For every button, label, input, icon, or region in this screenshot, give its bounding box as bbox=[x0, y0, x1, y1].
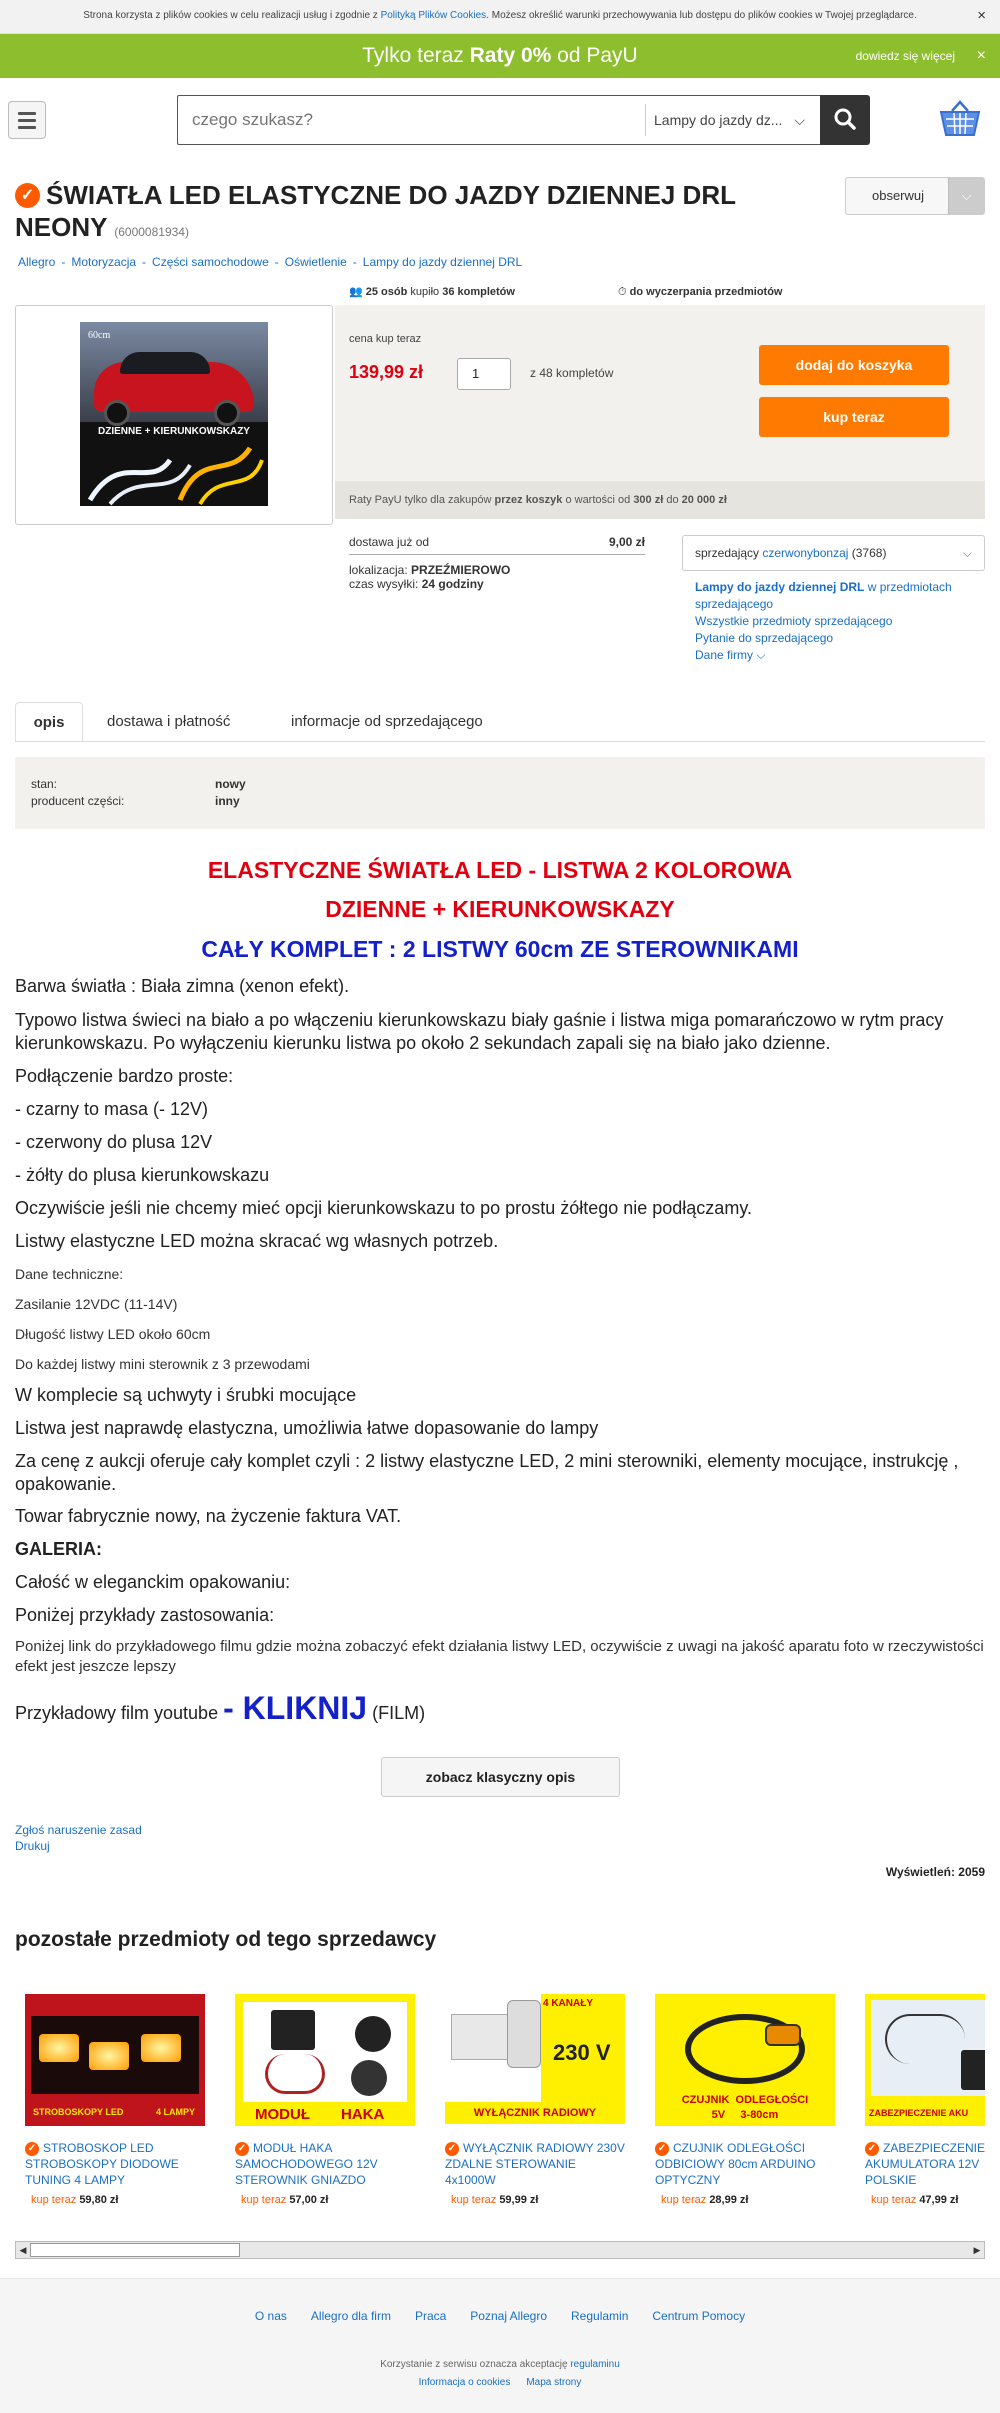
gallery-heading: GALERIA: bbox=[15, 1539, 102, 1559]
promo-more-link[interactable]: dowiedz się więcej bbox=[855, 49, 955, 63]
buy-box bbox=[335, 305, 985, 481]
product-image[interactable] bbox=[80, 322, 268, 506]
promo-text-b: od PayU bbox=[551, 44, 638, 67]
print-link[interactable]: Drukuj bbox=[15, 1839, 50, 1853]
terms-link[interactable]: regulaminu bbox=[570, 2359, 620, 2370]
item-price-label: kup teraz bbox=[661, 2194, 707, 2206]
desc-small: Do każdej listwy mini sterownik z 3 przewodami bbox=[15, 1356, 310, 1372]
desc-paragraph: - żółty do plusa kierunkowskazu bbox=[15, 1165, 270, 1185]
promo-banner bbox=[0, 34, 1000, 78]
seller-category-bold: Lampy do jazdy dziennej DRL bbox=[695, 580, 865, 594]
sitemap-link[interactable]: Mapa strony bbox=[526, 2377, 582, 2388]
item-price-label: kup teraz bbox=[871, 2194, 917, 2206]
parameters-table bbox=[15, 757, 985, 829]
promo-text-bold: Raty 0% bbox=[469, 44, 552, 67]
item-image-text: MODUŁ bbox=[255, 2106, 310, 2123]
breadcrumb bbox=[18, 255, 522, 269]
price: 139,99 zł bbox=[349, 362, 424, 382]
buy-now-button[interactable]: kup teraz bbox=[759, 397, 949, 437]
verified-check-icon: ✓ bbox=[15, 183, 40, 208]
buyers-count: 25 osób bbox=[365, 286, 408, 298]
people-icon: 👥 bbox=[349, 286, 363, 298]
chevron-down-icon: ⌵ bbox=[962, 546, 972, 560]
desc-small: Dane techniczne: bbox=[15, 1266, 124, 1282]
breadcrumb-item[interactable]: Oświetlenie bbox=[284, 255, 347, 269]
verified-check-icon: ✓ bbox=[445, 2142, 459, 2156]
item-image-text: HAKA bbox=[341, 2106, 385, 2123]
company-data-link[interactable]: Dane firmy ⌵ bbox=[695, 648, 766, 662]
item-image-text: 5V 3-80cm bbox=[711, 2109, 779, 2121]
seller-box[interactable] bbox=[682, 535, 985, 571]
desc-paragraph: - czerwony do plusa 12V bbox=[15, 1132, 213, 1152]
search-input[interactable] bbox=[178, 96, 643, 144]
item-card[interactable] bbox=[15, 1987, 211, 2215]
param-key: producent części: bbox=[31, 794, 125, 808]
item-card[interactable] bbox=[225, 1987, 421, 2215]
verified-check-icon: ✓ bbox=[865, 2142, 879, 2156]
item-image-text: 4 KANAŁY bbox=[543, 1998, 594, 2009]
footer-link[interactable]: O nas bbox=[254, 2309, 287, 2323]
param-key: stan: bbox=[31, 777, 58, 791]
search-button[interactable] bbox=[820, 95, 870, 145]
item-price bbox=[871, 2194, 958, 2206]
chevron-down-icon: ⌵ bbox=[794, 112, 805, 128]
breadcrumb-separator: - bbox=[61, 255, 66, 269]
item-card[interactable] bbox=[435, 1987, 631, 2215]
item-price bbox=[241, 2194, 328, 2206]
payu-c: o wartości od bbox=[562, 494, 634, 506]
desc-paragraph: - czarny to masa (- 12V) bbox=[15, 1099, 209, 1119]
quantity-input[interactable]: 1 bbox=[457, 358, 511, 390]
desc-paragraph: Typowo listwa świeci na biało a po włączeniu kierunkowskazu biały gaśnie i listwa miga pomarańczowo w rytm pracy kierunkowskazu. Po wyłączeniu kierunku listwa po około 2 sekundach zapali się na biało jako dzienne. bbox=[15, 1010, 944, 1053]
tab-delivery[interactable]: dostawa i płatność bbox=[107, 713, 231, 730]
footer-link[interactable]: Poznaj Allegro bbox=[470, 2309, 548, 2323]
desc-heading: CAŁY KOMPLET : 2 LISTWY 60cm ZE STEROWNIKAMI bbox=[201, 936, 799, 962]
desc-small: Długość listwy LED około 60cm bbox=[15, 1326, 211, 1342]
delivery-row[interactable] bbox=[349, 535, 645, 555]
cookies-info-link[interactable]: Informacja o cookies bbox=[418, 2377, 511, 2388]
desc-paragraph: Całość w eleganckim opakowaniu: bbox=[15, 1572, 291, 1592]
footer-link[interactable]: Praca bbox=[414, 2309, 447, 2323]
image-caption: DZIENNE + KIERUNKOWSKAZY bbox=[98, 426, 250, 437]
search-icon bbox=[820, 95, 870, 145]
desc-heading: ELASTYCZNE ŚWIATŁA LED - LISTWA 2 KOLOROWA bbox=[207, 857, 793, 883]
desc-paragraph: Towar fabrycznie nowy, na życzenie faktura VAT. bbox=[15, 1506, 402, 1526]
item-image-text: STROBOSKOPY LED bbox=[33, 2107, 124, 2117]
item-name[interactable]: MODUŁ HAKA SAMOCHODOWEGO 12V STEROWNIK GNIAZDO bbox=[235, 2141, 378, 2187]
seller-label: sprzedający bbox=[695, 546, 763, 560]
item-image[interactable] bbox=[235, 1994, 415, 2126]
breadcrumb-separator: - bbox=[352, 255, 357, 269]
breadcrumb-item[interactable]: Lampy do jazdy dziennej DRL bbox=[362, 255, 523, 269]
item-name[interactable]: WYŁĄCZNIK RADIOWY 230V ZDALNE STEROWANIE 4x1000W bbox=[445, 2141, 625, 2187]
seller-all-items-link[interactable]: Wszystkie przedmioty sprzedającego bbox=[695, 614, 893, 628]
desc-paragraph: Poniżej przykłady zastosowania: bbox=[15, 1605, 275, 1625]
item-price-label: kup teraz bbox=[31, 2194, 77, 2206]
item-image-text: 4 LAMPY bbox=[155, 2107, 195, 2117]
footer-link[interactable]: Regulamin bbox=[571, 2309, 629, 2323]
footer-link[interactable]: Centrum Pomocy bbox=[652, 2309, 746, 2323]
desc-paragraph: Listwa jest naprawdę elastyczna, umożliwia łatwe dopasowanie do lampy bbox=[15, 1418, 599, 1438]
tabs bbox=[15, 702, 985, 742]
other-items-title: pozostałe przedmioty od tego sprzedawcy bbox=[15, 1928, 437, 1951]
payu-e: do bbox=[663, 494, 682, 506]
item-card[interactable] bbox=[855, 1987, 985, 2215]
film-text-end: (FILM) bbox=[367, 1703, 426, 1723]
item-name[interactable]: STROBOSKOP LED STROBOSKOPY DIODOWE TUNING 4 LAMPY bbox=[25, 2141, 179, 2187]
item-price-value: 47,99 zł bbox=[919, 2194, 959, 2206]
footer-bottom-links bbox=[0, 2377, 1000, 2388]
item-price-value: 59,80 zł bbox=[79, 2194, 119, 2206]
item-price-value: 57,00 zł bbox=[289, 2194, 329, 2206]
verified-check-icon: ✓ bbox=[235, 2142, 249, 2156]
desc-paragraph: Listwy elastyczne LED można skracać wg własnych potrzeb. bbox=[15, 1231, 499, 1251]
price-label: cena kup teraz bbox=[349, 333, 422, 345]
desc-heading: DZIENNE + KIERUNKOWSKAZY bbox=[325, 896, 675, 922]
watch-label: obserwuj bbox=[871, 188, 925, 203]
desc-paragraph: Podłączenie bardzo proste: bbox=[15, 1066, 234, 1086]
chevron-down-icon[interactable]: ⌵ bbox=[948, 178, 984, 214]
category-select[interactable] bbox=[645, 104, 819, 136]
film-line bbox=[15, 1688, 985, 1733]
search-bar bbox=[177, 95, 827, 145]
item-image[interactable] bbox=[25, 1994, 205, 2126]
desc-paragraph: Oczywiście jeśli nie chcemy mieć opcji kierunkowskazu to po prostu żółtego nie podłączamy. bbox=[15, 1198, 752, 1218]
title-text: ŚWIATŁA LED ELASTYCZNE DO JAZDY DZIENNEJ DRL NEONY bbox=[15, 180, 736, 242]
location-value: PRZEŹMIEROWO bbox=[411, 563, 511, 577]
horizontal-scrollbar[interactable] bbox=[15, 2241, 985, 2259]
cookie-bar bbox=[0, 0, 1000, 34]
scrollbar-thumb[interactable] bbox=[30, 2243, 240, 2257]
cookie-text: Strona korzysta z plików cookies w celu realizacji usług i zgodnie z bbox=[83, 10, 381, 21]
delivery-info bbox=[349, 535, 645, 591]
item-price-label: kup teraz bbox=[451, 2194, 497, 2206]
param-value: nowy bbox=[215, 777, 246, 791]
verified-check-icon: ✓ bbox=[655, 2142, 669, 2156]
footer-consent bbox=[0, 2359, 1000, 2370]
payu-a: Raty PayU tylko dla zakupów bbox=[349, 494, 495, 506]
shipping-time-label: czas wysyłki: bbox=[349, 577, 422, 591]
item-price bbox=[451, 2194, 538, 2206]
scroll-left-icon[interactable]: ◀ bbox=[19, 2245, 27, 2255]
add-to-cart-button[interactable]: dodaj do koszyka bbox=[759, 345, 949, 385]
item-image[interactable] bbox=[655, 1994, 835, 2126]
seller-rating: (3768) bbox=[848, 546, 887, 560]
verified-check-icon: ✓ bbox=[25, 2142, 39, 2156]
tab-seller-info[interactable]: informacje od sprzedającego bbox=[291, 713, 483, 730]
shipping-time-value: 24 godziny bbox=[421, 577, 484, 591]
item-image-text: CZUJNIK ODLEGŁOŚCI bbox=[681, 2094, 809, 2106]
promo-text-a: Tylko teraz bbox=[362, 44, 470, 67]
footer bbox=[0, 2278, 1000, 2413]
sets-count: 36 kompletów bbox=[442, 286, 515, 298]
stopwatch-icon: ⏱ bbox=[618, 286, 627, 298]
item-name[interactable]: ZABEZPIECZENIE AKUMULATORA 12V POLSKIE bbox=[865, 2141, 985, 2187]
seller-category-link[interactable] bbox=[695, 580, 952, 611]
image-size-label: 60cm bbox=[88, 330, 111, 341]
desc-small: Poniżej link do przykładowego filmu gdzie można zobaczyć efekt działania listwy LED, oczywiście z uwagi na jakość aparatu foto w rzeczywistości efekt jest jeszcze lepszy bbox=[15, 1638, 984, 1675]
report-link[interactable]: Zgłoś naruszenie zasad bbox=[15, 1823, 142, 1837]
item-price bbox=[661, 2194, 748, 2206]
bought-text: kupiło bbox=[407, 286, 443, 298]
stock-text: do wyczerpania przedmiotów bbox=[629, 286, 783, 298]
item-price-value: 59,99 zł bbox=[499, 2194, 539, 2206]
payu-d: 300 zł bbox=[633, 494, 664, 506]
param-value: inny bbox=[215, 794, 240, 808]
location-label: lokalizacja: bbox=[349, 563, 412, 577]
consent-text: Korzystanie z serwisu oznacza akceptację bbox=[380, 2359, 571, 2370]
footer-link[interactable]: Allegro dla firm bbox=[310, 2309, 391, 2323]
offer-number: (6000081934) bbox=[114, 225, 189, 239]
promo-text bbox=[0, 34, 1000, 78]
breadcrumb-item[interactable]: Allegro bbox=[18, 255, 56, 269]
seller-category-rest: w przedmiotach sprzedającego bbox=[695, 580, 952, 611]
tab-description[interactable]: opis bbox=[15, 702, 83, 742]
close-icon[interactable]: × bbox=[977, 7, 986, 24]
breadcrumb-separator: - bbox=[274, 255, 279, 269]
item-card[interactable] bbox=[645, 1987, 841, 2215]
item-price bbox=[31, 2194, 118, 2206]
desc-paragraph: Za cenę z aukcji oferuje cały komplet czyli : 2 listwy elastyczne LED, 2 mini sterowniki, elementy mocujące, instrukcję , opakowanie. bbox=[15, 1451, 959, 1494]
category-value: Lampy do jazdy dz... bbox=[654, 112, 783, 128]
film-link[interactable]: - KLIKNIJ bbox=[223, 1690, 368, 1726]
item-price-label: kup teraz bbox=[241, 2194, 287, 2206]
item-image[interactable] bbox=[445, 1994, 625, 2126]
payu-b: przez koszyk bbox=[494, 494, 563, 506]
item-image[interactable] bbox=[865, 1994, 985, 2126]
delivery-label: dostawa już od bbox=[349, 535, 430, 549]
cart-icon[interactable] bbox=[938, 99, 982, 139]
breadcrumb-item[interactable]: Części samochodowe bbox=[152, 255, 269, 269]
quantity-available: z 48 kompletów bbox=[530, 366, 614, 380]
item-price-value: 28,99 zł bbox=[709, 2194, 749, 2206]
seller-links bbox=[695, 579, 985, 664]
delivery-price: 9,00 zł bbox=[608, 535, 645, 549]
desc-paragraph: W komplecie są uchwyty i śrubki mocujące bbox=[15, 1385, 357, 1405]
item-image-text: ZABEZPIECZENIE AKU bbox=[869, 2108, 969, 2118]
breadcrumb-separator: - bbox=[142, 255, 147, 269]
payu-f: 20 000 zł bbox=[681, 494, 727, 506]
menu-icon[interactable] bbox=[8, 101, 46, 139]
item-name[interactable]: CZUJNIK ODLEGŁOŚCI ODBICIOWY 80cm ARDUINO OPTYCZNY bbox=[655, 2141, 816, 2187]
desc-paragraph: Barwa światła : Biała zimna (xenon efekt). bbox=[15, 976, 350, 996]
purchase-stats bbox=[349, 285, 782, 299]
page-title bbox=[15, 179, 755, 248]
seller-name-link[interactable]: czerwonybonzaj bbox=[762, 546, 849, 560]
breadcrumb-item[interactable]: Motoryzacja bbox=[71, 255, 137, 269]
ask-seller-link[interactable]: Pytanie do sprzedającego bbox=[695, 631, 834, 645]
promo-close-icon[interactable]: × bbox=[976, 47, 986, 64]
watch-button[interactable] bbox=[845, 177, 985, 215]
classic-description-button[interactable]: zobacz klasyczny opis bbox=[381, 1757, 620, 1797]
item-image-text: WYŁĄCZNIK RADIOWY bbox=[445, 2102, 625, 2124]
tabs-divider bbox=[15, 741, 985, 742]
scroll-right-icon[interactable]: ▶ bbox=[973, 2245, 981, 2255]
film-text: Przykładowy film youtube bbox=[15, 1703, 224, 1723]
cookie-text-end: . Możesz określić warunki przechowywania lub dostępu do plików cookies w Twojej przeglądarce. bbox=[486, 10, 917, 21]
views-count: Wyświetleń: 2059 bbox=[885, 1865, 985, 1879]
item-image-text: 230 V bbox=[553, 2040, 611, 2065]
cookie-policy-link[interactable]: Polityką Plików Cookies bbox=[380, 10, 487, 21]
payu-info bbox=[335, 481, 985, 519]
footer-links bbox=[0, 2309, 1000, 2323]
desc-small: Zasilanie 12VDC (11-14V) bbox=[15, 1296, 178, 1312]
